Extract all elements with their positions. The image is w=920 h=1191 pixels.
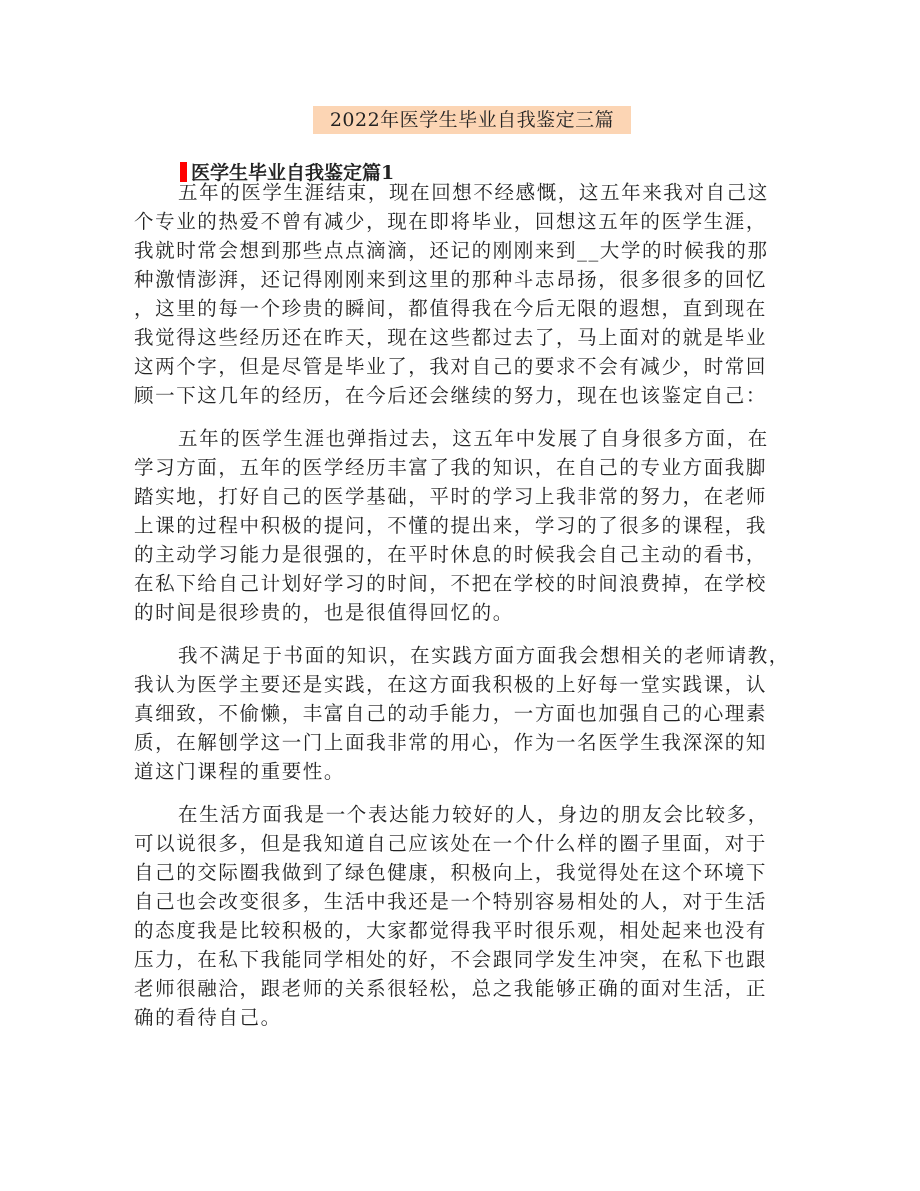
paragraph-line: 上课的过程中积极的提问，不懂的提出来，学习的了很多的课程，我: [134, 514, 768, 537]
paragraph-line: 的态度我是比较积极的，大家都觉得我平时很乐观，相处起来也没有: [134, 919, 768, 942]
paragraph-line: 真细致，不偷懒，丰富自己的动手能力，一方面也加强自己的心理素: [134, 702, 768, 725]
paragraph-line: 顾一下这几年的经历，在今后还会继续的努力，现在也该鉴定自己：: [134, 384, 768, 407]
paragraph-line: 在生活方面我是一个表达能力较好的人，身边的朋友会比较多，: [178, 803, 769, 826]
paragraph-line: 五年的医学生涯结束，现在回想不经感慨，这五年来我对自己这: [178, 181, 769, 204]
paragraph-line: 这两个字，但是尽管是毕业了，我对自己的要求不会有减少，时常回: [134, 355, 768, 378]
document-title: 2022年医学生毕业自我鉴定三篇: [313, 106, 631, 134]
paragraph-line: 自己的交际圈我做到了绿色健康，积极向上，我觉得处在这个环境下: [134, 861, 768, 884]
paragraph-line: 可以说很多，但是我知道自己应该处在一个什么样的圈子里面，对于: [134, 832, 768, 855]
paragraph-line: 学习方面，五年的医学经历丰富了我的知识，在自己的专业方面我脚: [134, 456, 768, 479]
paragraph-line: 个专业的热爱不曾有减少，现在即将毕业，回想这五年的医学生涯，: [134, 210, 768, 233]
paragraph-line: 的时间是很珍贵的，也是很值得回忆的。: [134, 601, 514, 624]
paragraph-line: 在私下给自己计划好学习的时间，不把在学校的时间浪费掉，在学校: [134, 572, 768, 595]
paragraph: [134, 178, 779, 410]
paragraph-line: 我不满足于书面的知识，在实践方面方面我会想相关的老师请教，: [178, 644, 790, 667]
paragraph-line: 自己也会改变很多，生活中我还是一个特别容易相处的人，对于生活: [134, 890, 768, 913]
paragraph-line: 老师很融洽，跟老师的关系很轻松，总之我能够正确的面对生活，正: [134, 977, 768, 1000]
paragraph-line: 种激情澎湃，还记得刚刚来到这里的那种斗志昂扬，很多很多的回忆: [134, 268, 768, 291]
paragraph-line: 的主动学习能力是很强的，在平时休息的时候我会自己主动的看书，: [134, 543, 768, 566]
paragraph: [134, 800, 779, 1032]
paragraph-line: 我就时常会想到那些点点滴滴，还记的刚刚来到__大学的时候我的那: [134, 239, 769, 262]
paragraph-line: ，这里的每一个珍贵的瞬间，都值得我在今后无限的遐想，直到现在: [134, 297, 768, 320]
paragraph: [134, 641, 790, 786]
paragraph-line: 道这门课程的重要性。: [134, 760, 346, 783]
paragraph-line: 踏实地，打好自己的医学基础，平时的学习上我非常的努力，在老师: [134, 485, 768, 508]
paragraph-line: 质，在解刨学这一门上面我非常的用心，作为一名医学生我深深的知: [134, 731, 768, 754]
paragraph-line: 五年的医学生涯也弹指过去，这五年中发展了自身很多方面，在: [178, 427, 769, 450]
paragraph-line: 我觉得这些经历还在昨天，现在这些都过去了，马上面对的就是毕业: [134, 326, 768, 349]
paragraph-line: 我认为医学主要还是实践，在这方面我积极的上好每一堂实践课，认: [134, 673, 768, 696]
section-heading-text: 医学生毕业自我鉴定篇1: [191, 162, 395, 184]
paragraph-line: 压力，在私下我能同学相处的好，不会跟同学发生冲突，在私下也跟: [134, 948, 768, 971]
paragraph-line: 确的看待自己。: [134, 1006, 282, 1029]
paragraph: [134, 424, 779, 627]
document-body: [134, 178, 790, 1046]
